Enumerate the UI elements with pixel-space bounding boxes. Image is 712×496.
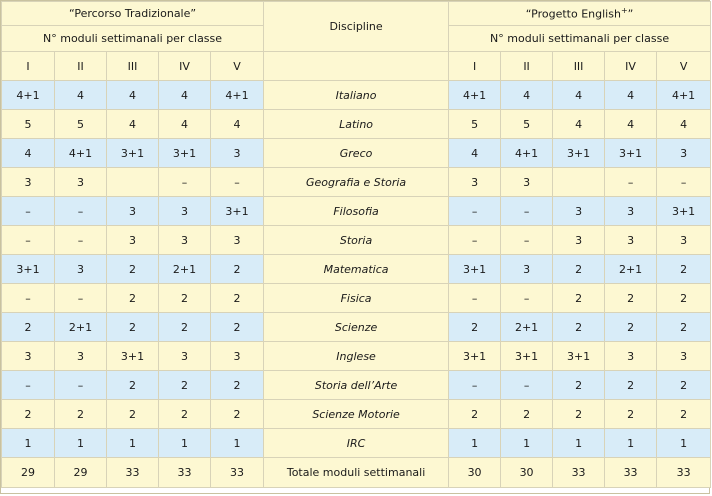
right-hours-cell: 2	[553, 255, 605, 284]
discipline-header: Discipline	[264, 2, 449, 52]
right-hours-cell: 2	[657, 371, 711, 400]
left-hours-cell: 4	[211, 110, 264, 139]
discipline-header-spacer	[264, 52, 449, 81]
left-hours-cell: 1	[107, 429, 159, 458]
subject-name: Scienze Motorie	[264, 400, 449, 429]
right-hours-cell: 3	[605, 197, 657, 226]
table-row	[2, 313, 711, 342]
left-hours-cell: 3	[159, 342, 211, 371]
right-hours-cell: 2	[657, 400, 711, 429]
left-header-subtitle: N° moduli settimanali per classe	[2, 26, 264, 52]
right-hours-cell: 3+1	[553, 342, 605, 371]
right-hours-cell: –	[449, 284, 501, 313]
right-hours-cell: 2	[657, 313, 711, 342]
table-row	[2, 400, 711, 429]
left-hours-cell: 3+1	[107, 139, 159, 168]
right-hours-cell: 3	[449, 168, 501, 197]
left-hours-cell: 4	[159, 110, 211, 139]
subject-name: Inglese	[264, 342, 449, 371]
left-hours-cell: 2	[107, 371, 159, 400]
right-class-label: V	[657, 52, 711, 81]
right-hours-cell: –	[501, 371, 553, 400]
subject-name: Matematica	[264, 255, 449, 284]
table-row	[2, 139, 711, 168]
left-hours-cell: 3+1	[211, 197, 264, 226]
right-hours-cell: 1	[553, 429, 605, 458]
right-hours-cell: 1	[657, 429, 711, 458]
right-hours-cell: –	[449, 371, 501, 400]
subject-name: Latino	[264, 110, 449, 139]
left-total-cell: 33	[107, 458, 159, 488]
left-hours-cell: 2	[107, 255, 159, 284]
right-hours-cell: 4	[553, 110, 605, 139]
left-hours-cell: 1	[159, 429, 211, 458]
left-hours-cell: 2	[159, 400, 211, 429]
right-total-cell: 33	[553, 458, 605, 488]
right-hours-cell: 2+1	[605, 255, 657, 284]
table-row	[2, 284, 711, 313]
right-hours-cell: 3	[657, 342, 711, 371]
right-hours-cell: 4+1	[657, 81, 711, 110]
table-row	[2, 371, 711, 400]
left-class-label: III	[107, 52, 159, 81]
left-class-label: IV	[159, 52, 211, 81]
left-total-cell: 33	[211, 458, 264, 488]
left-hours-cell: 3	[55, 255, 107, 284]
left-hours-cell: –	[2, 284, 55, 313]
table-row	[2, 429, 711, 458]
left-hours-cell: –	[55, 371, 107, 400]
left-hours-cell: 1	[2, 429, 55, 458]
left-hours-cell: 4	[2, 139, 55, 168]
right-header-title-prefix: “Progetto English	[525, 7, 621, 21]
left-class-label: V	[211, 52, 264, 81]
right-class-label: III	[553, 52, 605, 81]
left-hours-cell: 2	[2, 313, 55, 342]
class-labels-row	[2, 52, 711, 81]
left-hours-cell: 4	[159, 81, 211, 110]
left-hours-cell: 2	[2, 400, 55, 429]
left-hours-cell: 3	[107, 226, 159, 255]
right-hours-cell	[553, 168, 605, 197]
right-hours-cell: 3	[657, 139, 711, 168]
left-hours-cell: 3+1	[2, 255, 55, 284]
left-hours-cell: 4+1	[55, 139, 107, 168]
left-hours-cell: 3	[211, 226, 264, 255]
right-hours-cell: 3+1	[553, 139, 605, 168]
totals-label: Totale moduli settimanali	[264, 458, 449, 488]
right-hours-cell: 3+1	[605, 139, 657, 168]
right-hours-cell: 2	[553, 284, 605, 313]
left-hours-cell: 3	[2, 168, 55, 197]
table-row	[2, 197, 711, 226]
right-header-subtitle: N° moduli settimanali per classe	[449, 26, 711, 52]
right-hours-cell: 3	[605, 226, 657, 255]
left-class-label: II	[55, 52, 107, 81]
right-hours-cell: 3+1	[449, 255, 501, 284]
right-hours-cell: 1	[501, 429, 553, 458]
left-hours-cell: 2	[211, 255, 264, 284]
right-header-title	[449, 2, 711, 26]
left-hours-cell: 5	[2, 110, 55, 139]
right-hours-cell: 2	[657, 284, 711, 313]
right-class-label: II	[501, 52, 553, 81]
right-hours-cell: 2	[605, 400, 657, 429]
left-hours-cell: –	[211, 168, 264, 197]
left-hours-cell: 4+1	[211, 81, 264, 110]
left-hours-cell: 3	[107, 197, 159, 226]
right-hours-cell: 4	[605, 81, 657, 110]
left-hours-cell: 3	[211, 342, 264, 371]
left-hours-cell: 1	[55, 429, 107, 458]
right-total-cell: 30	[449, 458, 501, 488]
left-hours-cell: 2	[159, 284, 211, 313]
right-hours-cell: –	[449, 197, 501, 226]
right-hours-cell: 4	[449, 139, 501, 168]
table-row	[2, 110, 711, 139]
left-hours-cell: 3	[159, 226, 211, 255]
subject-name: IRC	[264, 429, 449, 458]
left-hours-cell: 1	[211, 429, 264, 458]
right-total-cell: 33	[657, 458, 711, 488]
right-hours-cell: 3+1	[501, 342, 553, 371]
right-hours-cell: 2	[605, 313, 657, 342]
left-hours-cell: 3	[2, 342, 55, 371]
right-hours-cell: 3+1	[657, 197, 711, 226]
curriculum-table	[1, 1, 711, 488]
left-hours-cell: –	[2, 197, 55, 226]
right-hours-cell: –	[501, 197, 553, 226]
left-total-cell: 29	[2, 458, 55, 488]
right-total-cell: 33	[605, 458, 657, 488]
right-hours-cell: 2+1	[501, 313, 553, 342]
right-hours-cell: 3	[553, 197, 605, 226]
right-hours-cell: 2	[449, 400, 501, 429]
left-hours-cell: 2+1	[55, 313, 107, 342]
left-hours-cell: 3	[159, 197, 211, 226]
subject-name: Fisica	[264, 284, 449, 313]
right-hours-cell: 5	[501, 110, 553, 139]
left-hours-cell: 3+1	[159, 139, 211, 168]
left-hours-cell: 4	[107, 110, 159, 139]
subject-name: Storia dell’Arte	[264, 371, 449, 400]
left-hours-cell	[107, 168, 159, 197]
right-hours-cell: 2	[605, 371, 657, 400]
left-hours-cell: –	[55, 284, 107, 313]
left-hours-cell: 3	[55, 168, 107, 197]
right-hours-cell: 3	[553, 226, 605, 255]
subject-name: Geografia e Storia	[264, 168, 449, 197]
right-hours-cell: 2	[553, 371, 605, 400]
right-hours-cell: 2	[501, 400, 553, 429]
left-hours-cell: 4	[55, 81, 107, 110]
right-hours-cell: –	[449, 226, 501, 255]
right-hours-cell: 2	[553, 313, 605, 342]
left-hours-cell: –	[55, 197, 107, 226]
left-hours-cell: –	[2, 226, 55, 255]
table-row	[2, 226, 711, 255]
header-title-row	[2, 2, 711, 26]
right-header-title-suffix: ”	[627, 7, 634, 21]
left-hours-cell: 3	[55, 342, 107, 371]
table-row	[2, 81, 711, 110]
left-hours-cell: –	[159, 168, 211, 197]
right-hours-cell: –	[657, 168, 711, 197]
right-hours-cell: 3	[501, 255, 553, 284]
table-row	[2, 342, 711, 371]
right-hours-cell: 4+1	[449, 81, 501, 110]
left-hours-cell: 3	[211, 139, 264, 168]
left-hours-cell: 2	[159, 371, 211, 400]
left-hours-cell: 2	[107, 400, 159, 429]
right-hours-cell: 4	[657, 110, 711, 139]
subject-name: Storia	[264, 226, 449, 255]
left-hours-cell: 4+1	[2, 81, 55, 110]
right-class-label: IV	[605, 52, 657, 81]
left-total-cell: 29	[55, 458, 107, 488]
left-hours-cell: 2	[107, 284, 159, 313]
right-hours-cell: 3	[605, 342, 657, 371]
table-row	[2, 255, 711, 284]
left-hours-cell: 2	[211, 284, 264, 313]
right-hours-cell: 2	[553, 400, 605, 429]
right-hours-cell: 4	[501, 81, 553, 110]
left-hours-cell: 4	[107, 81, 159, 110]
table-row	[2, 168, 711, 197]
right-hours-cell: 4	[553, 81, 605, 110]
right-total-cell: 30	[501, 458, 553, 488]
right-hours-cell: 2	[605, 284, 657, 313]
right-hours-cell: –	[605, 168, 657, 197]
right-hours-cell: 2	[449, 313, 501, 342]
right-hours-cell: –	[501, 226, 553, 255]
right-hours-cell: 3	[501, 168, 553, 197]
left-header-title: “Percorso Tradizionale”	[2, 2, 264, 26]
left-hours-cell: –	[2, 371, 55, 400]
left-hours-cell: –	[55, 226, 107, 255]
right-class-label: I	[449, 52, 501, 81]
subject-name: Scienze	[264, 313, 449, 342]
left-hours-cell: 2	[159, 313, 211, 342]
left-hours-cell: 2	[211, 313, 264, 342]
left-hours-cell: 3+1	[107, 342, 159, 371]
left-hours-cell: 2	[211, 371, 264, 400]
right-hours-cell: 3	[657, 226, 711, 255]
right-hours-cell: 5	[449, 110, 501, 139]
subject-name: Greco	[264, 139, 449, 168]
subject-name: Italiano	[264, 81, 449, 110]
left-hours-cell: 2	[211, 400, 264, 429]
right-hours-cell: 4	[605, 110, 657, 139]
left-hours-cell: 2+1	[159, 255, 211, 284]
right-hours-cell: 1	[449, 429, 501, 458]
left-hours-cell: 2	[55, 400, 107, 429]
left-class-label: I	[2, 52, 55, 81]
right-hours-cell: 3+1	[449, 342, 501, 371]
left-hours-cell: 2	[107, 313, 159, 342]
right-hours-cell: 4+1	[501, 139, 553, 168]
right-hours-cell: –	[501, 284, 553, 313]
totals-row	[2, 458, 711, 488]
right-hours-cell: 2	[657, 255, 711, 284]
left-total-cell: 33	[159, 458, 211, 488]
right-hours-cell: 1	[605, 429, 657, 458]
left-hours-cell: 5	[55, 110, 107, 139]
subject-name: Filosofia	[264, 197, 449, 226]
right-header-title-sup: +	[620, 6, 628, 16]
